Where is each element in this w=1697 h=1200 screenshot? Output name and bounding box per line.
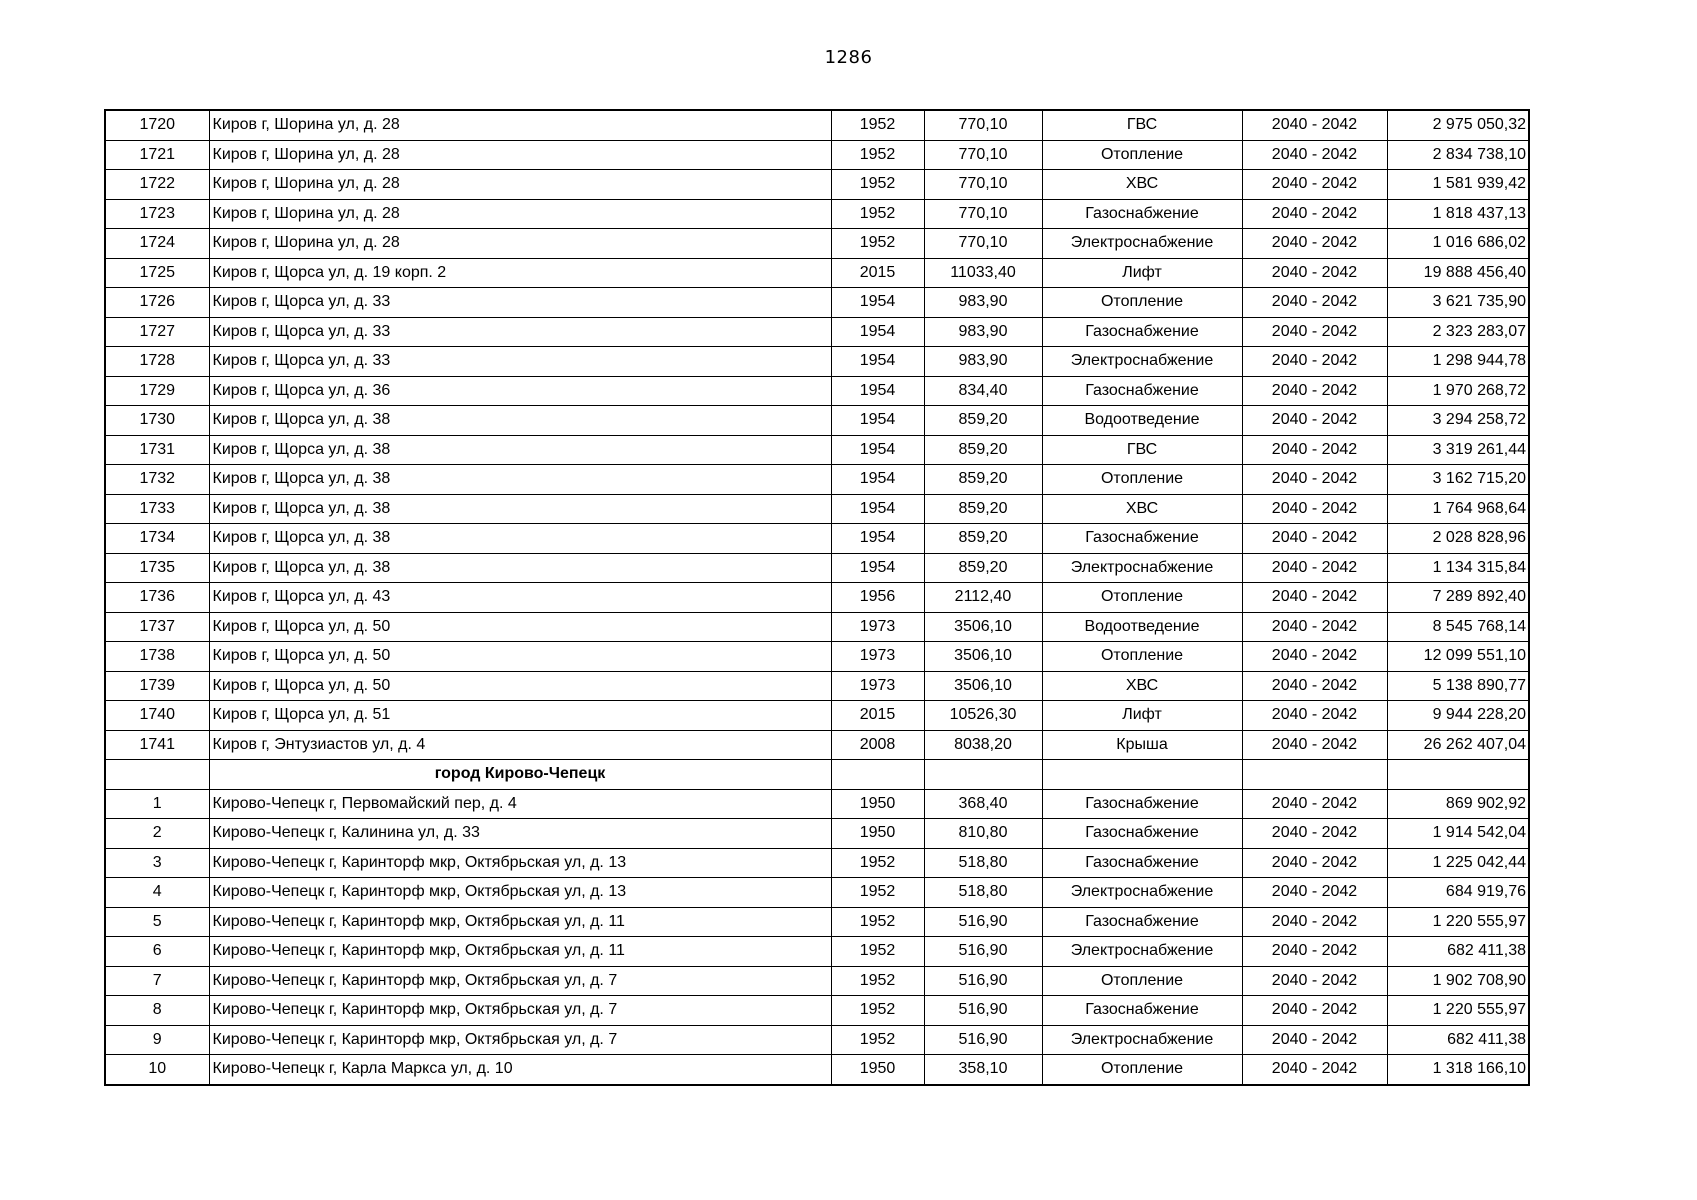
period-cell: 2040 - 2042 [1242, 110, 1387, 140]
cost-cell: 3 294 258,72 [1387, 406, 1529, 436]
empty-cell [1242, 760, 1387, 790]
table-row [105, 1055, 1529, 1085]
cost-cell: 3 319 261,44 [1387, 435, 1529, 465]
area-cell: 859,20 [924, 553, 1042, 583]
period-cell: 2040 - 2042 [1242, 494, 1387, 524]
area-cell: 770,10 [924, 229, 1042, 259]
area-cell: 810,80 [924, 819, 1042, 849]
period-cell: 2040 - 2042 [1242, 612, 1387, 642]
cost-cell: 682 411,38 [1387, 937, 1529, 967]
area-cell: 834,40 [924, 376, 1042, 406]
table-row [105, 140, 1529, 170]
address-cell: Киров г, Щорса ул, д. 33 [209, 288, 831, 318]
section-title: город Кирово-Чепецк [209, 760, 831, 790]
work-type-cell: ГВС [1042, 110, 1242, 140]
table-row [105, 996, 1529, 1026]
row-number-cell: 1735 [105, 553, 209, 583]
row-number-cell: 1723 [105, 199, 209, 229]
table-row [105, 642, 1529, 672]
table-row [105, 878, 1529, 908]
build-year-cell: 1952 [831, 907, 924, 937]
address-cell: Киров г, Щорса ул, д. 50 [209, 671, 831, 701]
empty-cell [831, 760, 924, 790]
row-number-cell: 1727 [105, 317, 209, 347]
row-number-cell: 7 [105, 966, 209, 996]
build-year-cell: 1952 [831, 996, 924, 1026]
table-row [105, 494, 1529, 524]
address-cell: Кирово-Чепецк г, Каринторф мкр, Октябрьская ул, д. 7 [209, 996, 831, 1026]
area-cell: 859,20 [924, 406, 1042, 436]
area-cell: 3506,10 [924, 612, 1042, 642]
period-cell: 2040 - 2042 [1242, 996, 1387, 1026]
build-year-cell: 1952 [831, 170, 924, 200]
work-type-cell: Электроснабжение [1042, 1025, 1242, 1055]
cost-cell: 1 764 968,64 [1387, 494, 1529, 524]
build-year-cell: 1950 [831, 1055, 924, 1085]
work-type-cell: Водоотведение [1042, 406, 1242, 436]
build-year-cell: 1973 [831, 642, 924, 672]
period-cell: 2040 - 2042 [1242, 937, 1387, 967]
work-type-cell: ХВС [1042, 170, 1242, 200]
work-type-cell: Газоснабжение [1042, 848, 1242, 878]
build-year-cell: 1954 [831, 317, 924, 347]
work-type-cell: Электроснабжение [1042, 229, 1242, 259]
area-cell: 859,20 [924, 435, 1042, 465]
row-number-cell: 1722 [105, 170, 209, 200]
area-cell: 516,90 [924, 1025, 1042, 1055]
area-cell: 10526,30 [924, 701, 1042, 731]
build-year-cell: 1954 [831, 465, 924, 495]
period-cell: 2040 - 2042 [1242, 524, 1387, 554]
area-cell: 518,80 [924, 848, 1042, 878]
period-cell: 2040 - 2042 [1242, 671, 1387, 701]
cost-cell: 1 914 542,04 [1387, 819, 1529, 849]
row-number-cell: 1720 [105, 110, 209, 140]
table-row [105, 612, 1529, 642]
work-type-cell: ХВС [1042, 671, 1242, 701]
build-year-cell: 1952 [831, 966, 924, 996]
address-cell: Киров г, Щорса ул, д. 43 [209, 583, 831, 613]
cost-cell: 1 134 315,84 [1387, 553, 1529, 583]
row-number-cell: 1739 [105, 671, 209, 701]
row-number-cell: 1725 [105, 258, 209, 288]
work-type-cell: Электроснабжение [1042, 878, 1242, 908]
area-cell: 8038,20 [924, 730, 1042, 760]
cost-cell: 2 323 283,07 [1387, 317, 1529, 347]
table-row [105, 376, 1529, 406]
build-year-cell: 1954 [831, 376, 924, 406]
period-cell: 2040 - 2042 [1242, 435, 1387, 465]
address-cell: Киров г, Щорса ул, д. 50 [209, 642, 831, 672]
cost-cell: 684 919,76 [1387, 878, 1529, 908]
address-cell: Киров г, Щорса ул, д. 19 корп. 2 [209, 258, 831, 288]
table-row [105, 819, 1529, 849]
cost-cell: 1 298 944,78 [1387, 347, 1529, 377]
row-number-cell: 1733 [105, 494, 209, 524]
period-cell: 2040 - 2042 [1242, 170, 1387, 200]
work-type-cell: Лифт [1042, 258, 1242, 288]
row-number-cell: 1736 [105, 583, 209, 613]
build-year-cell: 1954 [831, 435, 924, 465]
row-number-cell: 2 [105, 819, 209, 849]
work-type-cell: Отопление [1042, 465, 1242, 495]
cost-cell: 2 975 050,32 [1387, 110, 1529, 140]
table-row [105, 730, 1529, 760]
build-year-cell: 1954 [831, 288, 924, 318]
cost-cell: 1 818 437,13 [1387, 199, 1529, 229]
cost-cell: 1 902 708,90 [1387, 966, 1529, 996]
table-row [105, 1025, 1529, 1055]
build-year-cell: 1952 [831, 199, 924, 229]
cost-cell: 1 225 042,44 [1387, 848, 1529, 878]
table-row [105, 583, 1529, 613]
cost-cell: 869 902,92 [1387, 789, 1529, 819]
cost-cell: 682 411,38 [1387, 1025, 1529, 1055]
row-number-cell: 8 [105, 996, 209, 1026]
address-cell: Киров г, Щорса ул, д. 36 [209, 376, 831, 406]
table-row [105, 789, 1529, 819]
period-cell: 2040 - 2042 [1242, 288, 1387, 318]
period-cell: 2040 - 2042 [1242, 1025, 1387, 1055]
cost-cell: 8 545 768,14 [1387, 612, 1529, 642]
row-number-cell: 5 [105, 907, 209, 937]
area-cell: 983,90 [924, 317, 1042, 347]
period-cell: 2040 - 2042 [1242, 347, 1387, 377]
period-cell: 2040 - 2042 [1242, 229, 1387, 259]
build-year-cell: 1952 [831, 937, 924, 967]
area-cell: 983,90 [924, 347, 1042, 377]
build-year-cell: 2008 [831, 730, 924, 760]
area-cell: 770,10 [924, 199, 1042, 229]
row-number-cell: 1741 [105, 730, 209, 760]
area-cell: 518,80 [924, 878, 1042, 908]
build-year-cell: 1954 [831, 347, 924, 377]
table-row [105, 465, 1529, 495]
work-type-cell: Газоснабжение [1042, 996, 1242, 1026]
work-type-cell: Газоснабжение [1042, 819, 1242, 849]
row-number-cell: 1729 [105, 376, 209, 406]
cost-cell: 7 289 892,40 [1387, 583, 1529, 613]
work-type-cell: ГВС [1042, 435, 1242, 465]
cost-cell: 1 220 555,97 [1387, 907, 1529, 937]
work-type-cell: Электроснабжение [1042, 347, 1242, 377]
address-cell: Кирово-Чепецк г, Каринторф мкр, Октябрьская ул, д. 11 [209, 907, 831, 937]
cost-cell: 19 888 456,40 [1387, 258, 1529, 288]
cost-cell: 3 621 735,90 [1387, 288, 1529, 318]
address-cell: Кирово-Чепецк г, Калинина ул, д. 33 [209, 819, 831, 849]
repair-schedule-table [104, 109, 1530, 1086]
build-year-cell: 2015 [831, 258, 924, 288]
area-cell: 859,20 [924, 524, 1042, 554]
cost-cell: 1 581 939,42 [1387, 170, 1529, 200]
area-cell: 770,10 [924, 170, 1042, 200]
period-cell: 2040 - 2042 [1242, 848, 1387, 878]
row-number-cell: 10 [105, 1055, 209, 1085]
table-row [105, 317, 1529, 347]
address-cell: Киров г, Шорина ул, д. 28 [209, 110, 831, 140]
cost-cell: 2 028 828,96 [1387, 524, 1529, 554]
row-number-cell: 1730 [105, 406, 209, 436]
cost-cell: 1 220 555,97 [1387, 996, 1529, 1026]
address-cell: Киров г, Щорса ул, д. 38 [209, 465, 831, 495]
work-type-cell: Отопление [1042, 140, 1242, 170]
area-cell: 516,90 [924, 937, 1042, 967]
period-cell: 2040 - 2042 [1242, 140, 1387, 170]
address-cell: Киров г, Шорина ул, д. 28 [209, 170, 831, 200]
empty-cell [924, 760, 1042, 790]
build-year-cell: 1952 [831, 229, 924, 259]
address-cell: Киров г, Щорса ул, д. 51 [209, 701, 831, 731]
build-year-cell: 1952 [831, 110, 924, 140]
build-year-cell: 1956 [831, 583, 924, 613]
table-row [105, 435, 1529, 465]
cost-cell: 2 834 738,10 [1387, 140, 1529, 170]
row-number-cell: 1738 [105, 642, 209, 672]
row-number-cell: 1726 [105, 288, 209, 318]
table-row [105, 199, 1529, 229]
area-cell: 859,20 [924, 465, 1042, 495]
cost-cell: 5 138 890,77 [1387, 671, 1529, 701]
address-cell: Кирово-Чепецк г, Каринторф мкр, Октябрьская ул, д. 7 [209, 966, 831, 996]
build-year-cell: 1954 [831, 524, 924, 554]
work-type-cell: Отопление [1042, 288, 1242, 318]
period-cell: 2040 - 2042 [1242, 907, 1387, 937]
work-type-cell: Электроснабжение [1042, 553, 1242, 583]
work-type-cell: Отопление [1042, 1055, 1242, 1085]
row-number-cell: 1728 [105, 347, 209, 377]
row-number-cell: 1734 [105, 524, 209, 554]
cost-cell: 1 318 166,10 [1387, 1055, 1529, 1085]
period-cell: 2040 - 2042 [1242, 406, 1387, 436]
work-type-cell: Газоснабжение [1042, 199, 1242, 229]
row-number-cell: 1721 [105, 140, 209, 170]
period-cell: 2040 - 2042 [1242, 1055, 1387, 1085]
address-cell: Киров г, Щорса ул, д. 38 [209, 435, 831, 465]
address-cell: Киров г, Щорса ул, д. 33 [209, 347, 831, 377]
table-row [105, 937, 1529, 967]
area-cell: 516,90 [924, 996, 1042, 1026]
table-row [105, 966, 1529, 996]
period-cell: 2040 - 2042 [1242, 317, 1387, 347]
period-cell: 2040 - 2042 [1242, 583, 1387, 613]
row-number-cell: 1737 [105, 612, 209, 642]
table-row [105, 229, 1529, 259]
address-cell: Киров г, Щорса ул, д. 38 [209, 524, 831, 554]
period-cell: 2040 - 2042 [1242, 258, 1387, 288]
work-type-cell: Газоснабжение [1042, 376, 1242, 406]
address-cell: Кирово-Чепецк г, Каринторф мкр, Октябрьская ул, д. 11 [209, 937, 831, 967]
address-cell: Киров г, Энтузиастов ул, д. 4 [209, 730, 831, 760]
period-cell: 2040 - 2042 [1242, 878, 1387, 908]
work-type-cell: Газоснабжение [1042, 317, 1242, 347]
cost-cell: 1 970 268,72 [1387, 376, 1529, 406]
build-year-cell: 1954 [831, 494, 924, 524]
page-number: 1286 [824, 47, 873, 68]
address-cell: Кирово-Чепецк г, Каринторф мкр, Октябрьская ул, д. 13 [209, 848, 831, 878]
address-cell: Киров г, Щорса ул, д. 38 [209, 494, 831, 524]
work-type-cell: Газоснабжение [1042, 907, 1242, 937]
area-cell: 859,20 [924, 494, 1042, 524]
table-row [105, 110, 1529, 140]
period-cell: 2040 - 2042 [1242, 642, 1387, 672]
work-type-cell: ХВС [1042, 494, 1242, 524]
row-number-cell: 4 [105, 878, 209, 908]
address-cell: Киров г, Щорса ул, д. 50 [209, 612, 831, 642]
cost-cell: 12 099 551,10 [1387, 642, 1529, 672]
period-cell: 2040 - 2042 [1242, 966, 1387, 996]
row-number-cell: 1740 [105, 701, 209, 731]
cost-cell: 1 016 686,02 [1387, 229, 1529, 259]
period-cell: 2040 - 2042 [1242, 376, 1387, 406]
area-cell: 2112,40 [924, 583, 1042, 613]
table-row [105, 258, 1529, 288]
table-row [105, 170, 1529, 200]
address-cell: Киров г, Шорина ул, д. 28 [209, 140, 831, 170]
table-row [105, 347, 1529, 377]
table-row [105, 524, 1529, 554]
period-cell: 2040 - 2042 [1242, 553, 1387, 583]
area-cell: 368,40 [924, 789, 1042, 819]
period-cell: 2040 - 2042 [1242, 730, 1387, 760]
address-cell: Киров г, Щорса ул, д. 33 [209, 317, 831, 347]
row-number-cell: 1732 [105, 465, 209, 495]
build-year-cell: 1952 [831, 140, 924, 170]
address-cell: Кирово-Чепецк г, Первомайский пер, д. 4 [209, 789, 831, 819]
work-type-cell: Газоснабжение [1042, 524, 1242, 554]
address-cell: Кирово-Чепецк г, Карла Маркса ул, д. 10 [209, 1055, 831, 1085]
empty-cell [1042, 760, 1242, 790]
table-row [105, 553, 1529, 583]
area-cell: 516,90 [924, 907, 1042, 937]
work-type-cell: Лифт [1042, 701, 1242, 731]
address-cell: Кирово-Чепецк г, Каринторф мкр, Октябрьская ул, д. 13 [209, 878, 831, 908]
area-cell: 358,10 [924, 1055, 1042, 1085]
address-cell: Киров г, Щорса ул, д. 38 [209, 553, 831, 583]
row-number-cell: 6 [105, 937, 209, 967]
area-cell: 770,10 [924, 140, 1042, 170]
section-header-row [105, 760, 1529, 790]
row-number-cell: 9 [105, 1025, 209, 1055]
work-type-cell: Отопление [1042, 583, 1242, 613]
row-number-cell: 1731 [105, 435, 209, 465]
work-type-cell: Крыша [1042, 730, 1242, 760]
address-cell: Кирово-Чепецк г, Каринторф мкр, Октябрьская ул, д. 7 [209, 1025, 831, 1055]
build-year-cell: 1950 [831, 819, 924, 849]
cost-cell: 9 944 228,20 [1387, 701, 1529, 731]
period-cell: 2040 - 2042 [1242, 465, 1387, 495]
table-row [105, 701, 1529, 731]
work-type-cell: Газоснабжение [1042, 789, 1242, 819]
work-type-cell: Электроснабжение [1042, 937, 1242, 967]
table-row [105, 907, 1529, 937]
period-cell: 2040 - 2042 [1242, 819, 1387, 849]
table-row [105, 288, 1529, 318]
row-number-cell: 1724 [105, 229, 209, 259]
cost-cell: 3 162 715,20 [1387, 465, 1529, 495]
row-number-cell: 1 [105, 789, 209, 819]
row-number-cell: 3 [105, 848, 209, 878]
cost-cell: 26 262 407,04 [1387, 730, 1529, 760]
build-year-cell: 1973 [831, 671, 924, 701]
period-cell: 2040 - 2042 [1242, 199, 1387, 229]
address-cell: Киров г, Шорина ул, д. 28 [209, 199, 831, 229]
build-year-cell: 2015 [831, 701, 924, 731]
address-cell: Киров г, Щорса ул, д. 38 [209, 406, 831, 436]
build-year-cell: 1952 [831, 878, 924, 908]
period-cell: 2040 - 2042 [1242, 701, 1387, 731]
build-year-cell: 1950 [831, 789, 924, 819]
build-year-cell: 1952 [831, 1025, 924, 1055]
area-cell: 983,90 [924, 288, 1042, 318]
table-row [105, 406, 1529, 436]
work-type-cell: Водоотведение [1042, 612, 1242, 642]
area-cell: 3506,10 [924, 671, 1042, 701]
build-year-cell: 1952 [831, 848, 924, 878]
table-row [105, 848, 1529, 878]
empty-cell [1387, 760, 1529, 790]
work-type-cell: Отопление [1042, 966, 1242, 996]
build-year-cell: 1954 [831, 553, 924, 583]
area-cell: 11033,40 [924, 258, 1042, 288]
address-cell: Киров г, Шорина ул, д. 28 [209, 229, 831, 259]
build-year-cell: 1954 [831, 406, 924, 436]
work-type-cell: Отопление [1042, 642, 1242, 672]
area-cell: 3506,10 [924, 642, 1042, 672]
table-body [105, 110, 1529, 1085]
area-cell: 770,10 [924, 110, 1042, 140]
area-cell: 516,90 [924, 966, 1042, 996]
empty-cell [105, 760, 209, 790]
period-cell: 2040 - 2042 [1242, 789, 1387, 819]
build-year-cell: 1973 [831, 612, 924, 642]
table-row [105, 671, 1529, 701]
